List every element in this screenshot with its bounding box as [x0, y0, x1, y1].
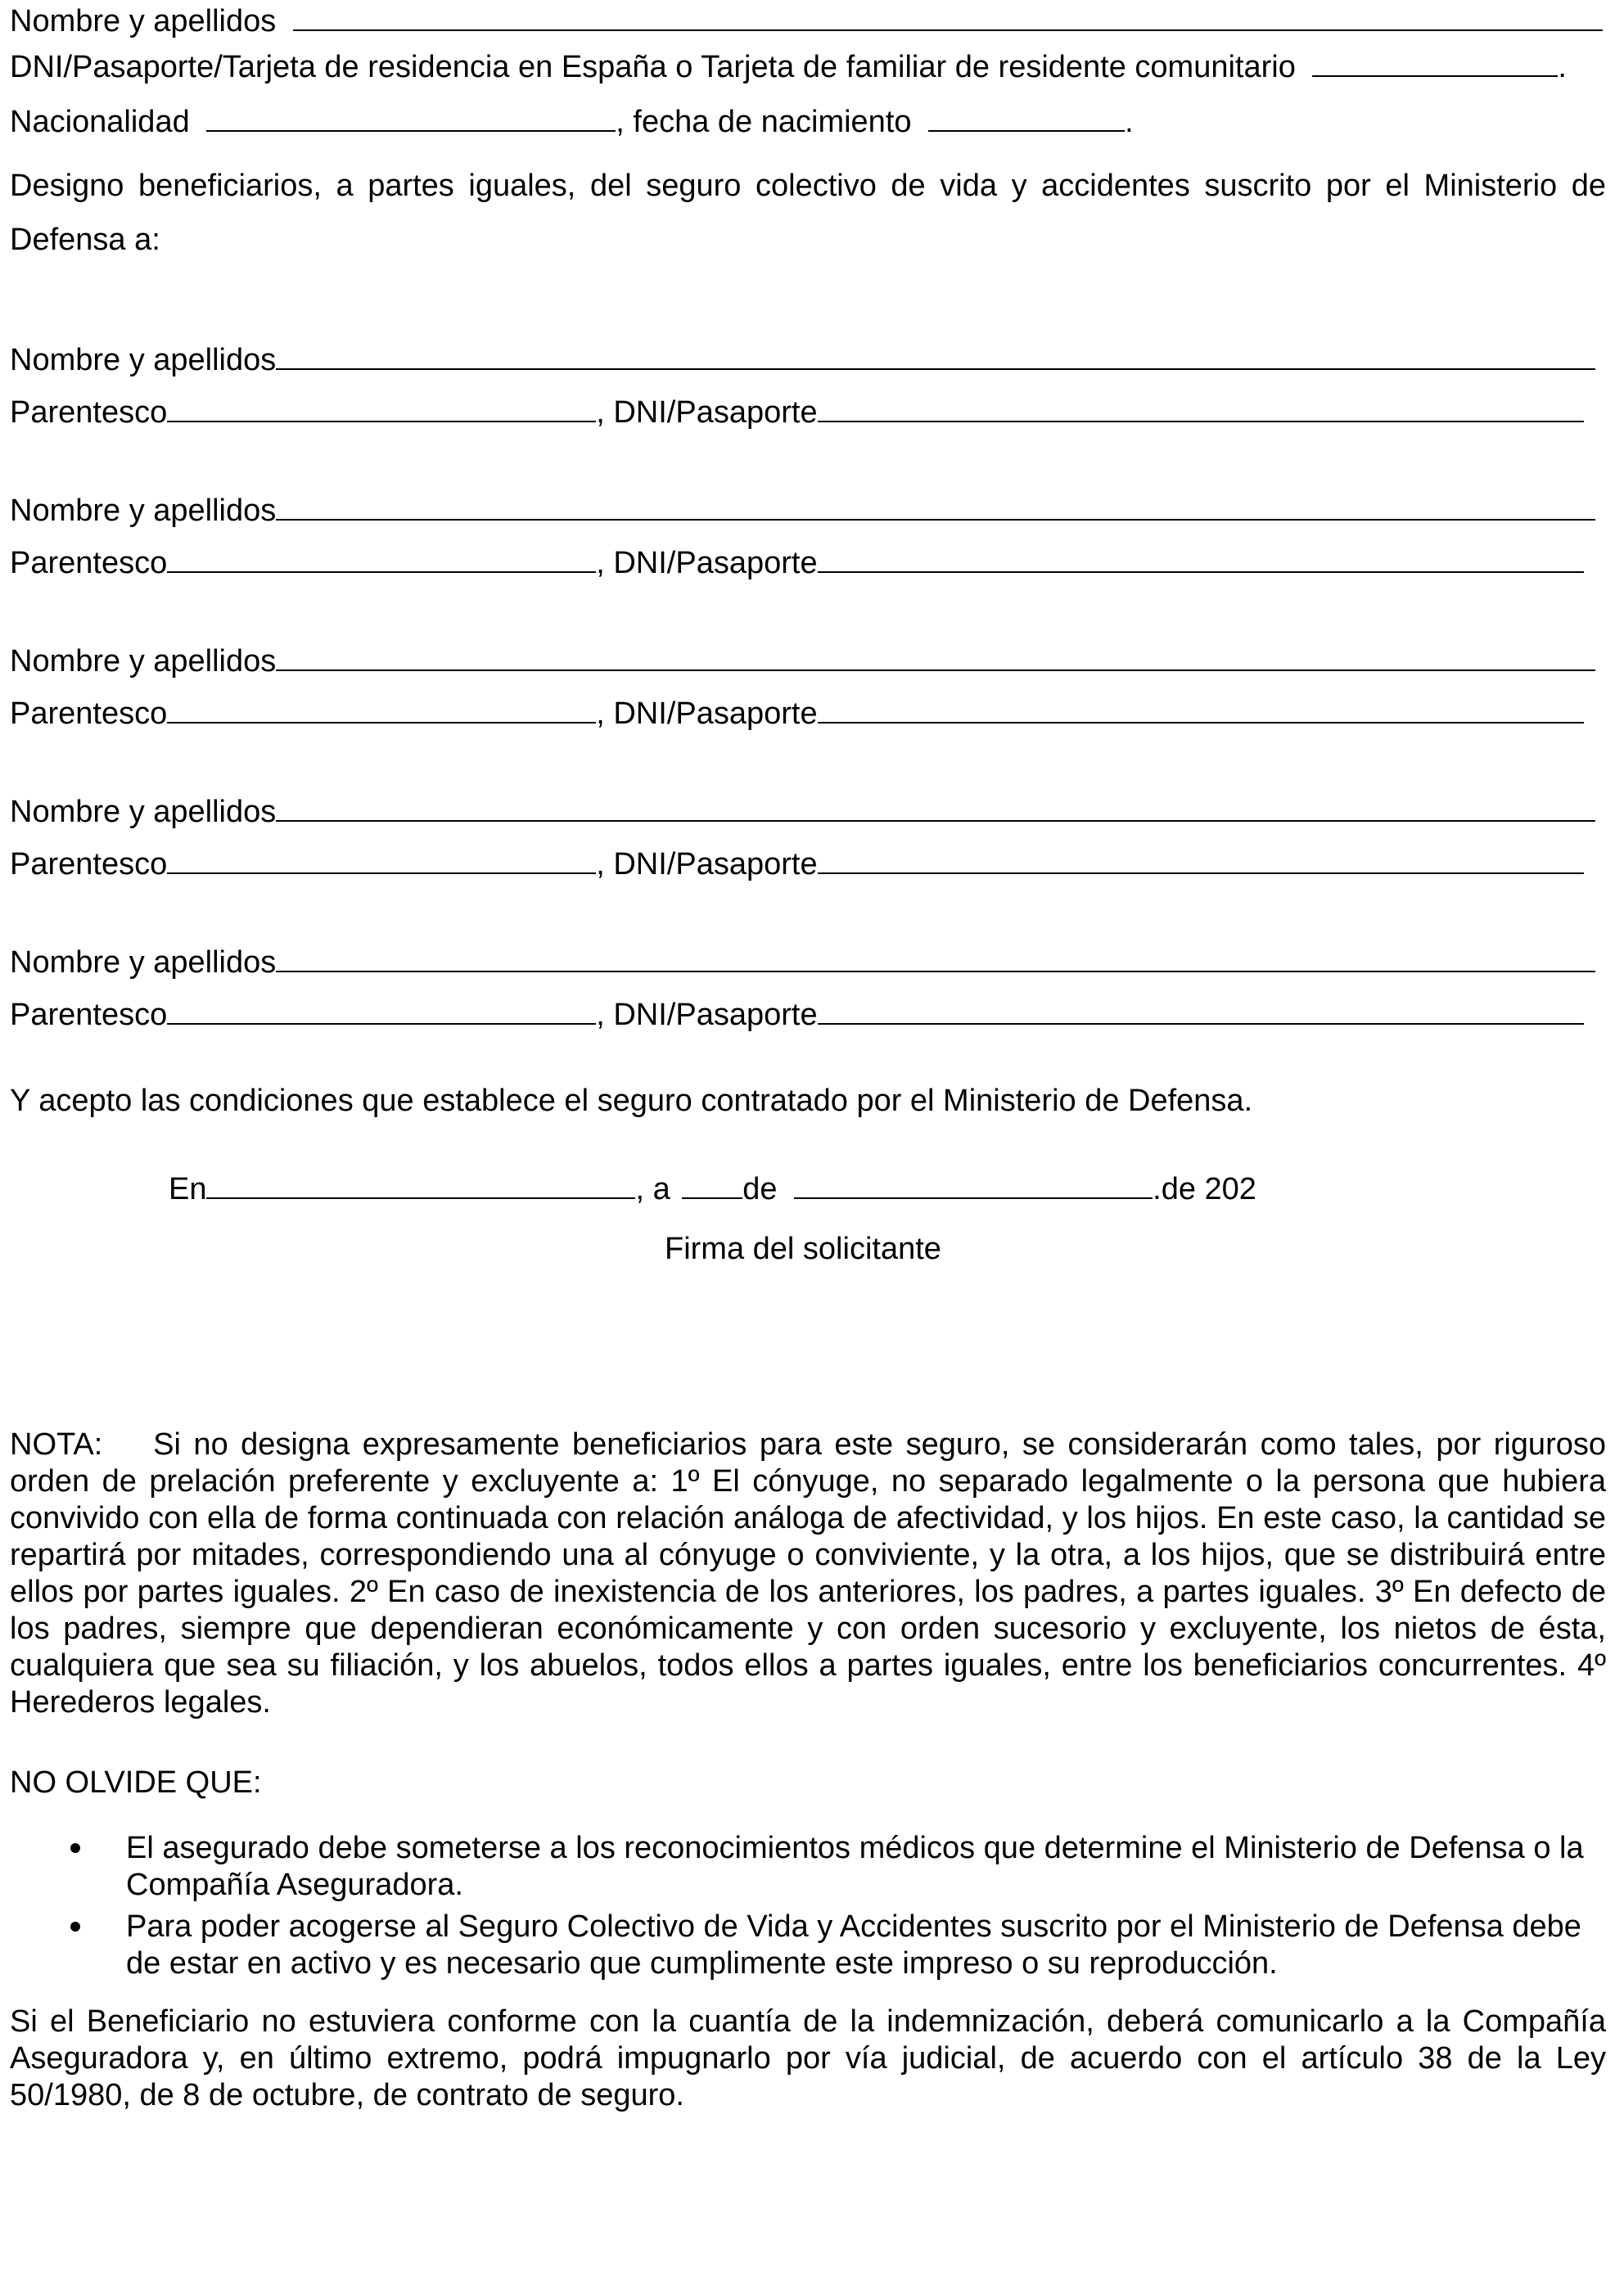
year-label: .de 202: [1153, 1172, 1256, 1206]
month-label: de: [742, 1172, 778, 1206]
beneficiary-relation-label: Parentesco: [10, 546, 168, 580]
beneficiary-name-row: [10, 944, 1595, 978]
designation-paragraph: Designo beneficiarios, a partes iguales, del seguro colectivo de vida y accidentes suscrito por el Ministerio de Defensa a:: [10, 169, 1606, 257]
beneficiary-relation-field[interactable]: [167, 997, 596, 1025]
beneficiary-id-label: , DNI/Pasaporte: [596, 395, 818, 430]
applicant-id-label: DNI/Pasaporte/Tarjeta de residencia en España o Tarjeta de familiar de residente comunitario: [10, 50, 1296, 84]
beneficiary-relation-field[interactable]: [167, 394, 596, 422]
day-field[interactable]: [682, 1171, 742, 1199]
beneficiary-id-field[interactable]: [818, 696, 1584, 724]
beneficiary-relation-field[interactable]: [167, 545, 596, 573]
applicant-birth-field[interactable]: [928, 104, 1125, 132]
beneficiary-name-label: Nombre y apellidos: [10, 795, 277, 829]
place-field[interactable]: [206, 1171, 635, 1199]
place-date-row: [169, 1171, 1256, 1205]
beneficiary-name-row: [10, 342, 1595, 376]
applicant-id-end: .: [1558, 50, 1567, 84]
applicant-nationality-field[interactable]: [206, 104, 616, 132]
applicant-id-field[interactable]: [1312, 49, 1558, 77]
beneficiary-name-field[interactable]: [276, 944, 1595, 972]
beneficiary-name-field[interactable]: [276, 643, 1595, 671]
beneficiary-name-row: [10, 794, 1595, 827]
beneficiary-relation-row: [10, 394, 1584, 428]
beneficiary-relation-label: Parentesco: [10, 847, 168, 881]
beneficiary-relation-row: [10, 545, 1584, 579]
beneficiary-name-field[interactable]: [276, 342, 1595, 370]
beneficiary-id-label: , DNI/Pasaporte: [596, 998, 818, 1032]
place-label: En: [169, 1172, 207, 1206]
applicant-birth-label: , fecha de nacimiento: [616, 105, 912, 139]
beneficiary-relation-field[interactable]: [167, 696, 596, 724]
beneficiary-relation-label: Parentesco: [10, 696, 168, 731]
beneficiary-relation-label: Parentesco: [10, 395, 168, 430]
beneficiary-name-label: Nombre y apellidos: [10, 343, 277, 377]
beneficiary-id-field[interactable]: [818, 545, 1584, 573]
beneficiary-name-label: Nombre y apellidos: [10, 494, 277, 528]
applicant-name-row: [10, 3, 1603, 37]
reminder-list: [10, 1830, 1606, 1987]
beneficiary-name-field[interactable]: [276, 794, 1595, 822]
applicant-birth-end: .: [1125, 105, 1134, 139]
day-label: , a: [635, 1172, 670, 1206]
applicant-nationality-label: Nacionalidad: [10, 105, 190, 139]
reminder-heading: NO OLVIDE QUE:: [10, 1765, 262, 1800]
beneficiary-id-field[interactable]: [818, 997, 1584, 1025]
applicant-nationality-row: [10, 104, 1134, 137]
beneficiary-name-row: [10, 493, 1595, 526]
beneficiary-relation-row: [10, 846, 1584, 880]
beneficiary-relation-row: [10, 997, 1584, 1030]
beneficiary-id-field[interactable]: [818, 846, 1584, 874]
list-item: [10, 1909, 1606, 1982]
applicant-name-field[interactable]: [293, 3, 1603, 31]
beneficiary-name-label: Nombre y apellidos: [10, 945, 277, 980]
beneficiary-name-label: Nombre y apellidos: [10, 644, 277, 678]
beneficiary-id-field[interactable]: [818, 394, 1584, 422]
acceptance-text: Y acepto las condiciones que establece el seguro contratado por el Ministerio de Defensa.: [10, 1084, 1253, 1118]
reminder-text: El asegurado debe someterse a los reconocimientos médicos que determine el Ministerio de Defensa o la Compañía Aseguradora.: [126, 1831, 1584, 1902]
month-field[interactable]: [794, 1171, 1153, 1199]
beneficiary-relation-row: [10, 696, 1584, 729]
bullet-icon: [70, 1843, 80, 1853]
list-item: [10, 1830, 1606, 1904]
beneficiary-id-label: , DNI/Pasaporte: [596, 546, 818, 580]
applicant-id-row: [10, 49, 1567, 83]
beneficiary-id-label: , DNI/Pasaporte: [596, 696, 818, 731]
note-paragraph: NOTA: Si no designa expresamente beneficiarios para este seguro, se considerarán como tales, por riguroso orden de prelación preferente y excluyente a: 1º El cónyuge, no separado legalmente o la persona que hubiera convivido con ella de forma continuada con relación análoga de afectividad, y los hijos. En este caso, la cantidad se repartirá por mitades, correspondiendo una al cónyuge o conviviente, y la otra, a los hijos, que se distribuirá entre ellos por partes iguales. 2º En caso de inexistencia de los anteriores, los padres, a partes iguales. 3º En defecto de los padres, siempre que dependieran económicamente y con orden sucesorio y excluyente, los nietos de ésta, cualquiera que sea su filiación, y los abuelos, todos ellos a partes iguales, entre los beneficiarios concurrentes. 4º Herederos legales.: [10, 1427, 1615, 1720]
reminder-text: Para poder acogerse al Seguro Colectivo de Vida y Accidentes suscrito por el Ministerio de Defensa debe de estar en activo y es necesario que cumplimente este impreso o su reproducción.: [126, 1909, 1581, 1981]
beneficiary-name-field[interactable]: [276, 493, 1595, 521]
final-paragraph: Si el Beneficiario no estuviera conforme con la cuantía de la indemnización, deberá comunicarlo a la Compañía Aseguradora y, en último extremo, podrá impugnarlo por vía judicial, de acuerdo con el artículo 38 de la Ley 50/1980, de 8 de octubre, de contrato de seguro.: [10, 2004, 1606, 2112]
beneficiary-name-row: [10, 643, 1595, 677]
beneficiary-id-label: , DNI/Pasaporte: [596, 847, 818, 881]
bullet-icon: [70, 1922, 80, 1932]
signature-label: Firma del solicitante: [665, 1232, 941, 1266]
beneficiary-relation-field[interactable]: [167, 846, 596, 874]
applicant-name-label: Nombre y apellidos: [10, 4, 277, 38]
beneficiary-relation-label: Parentesco: [10, 998, 168, 1032]
